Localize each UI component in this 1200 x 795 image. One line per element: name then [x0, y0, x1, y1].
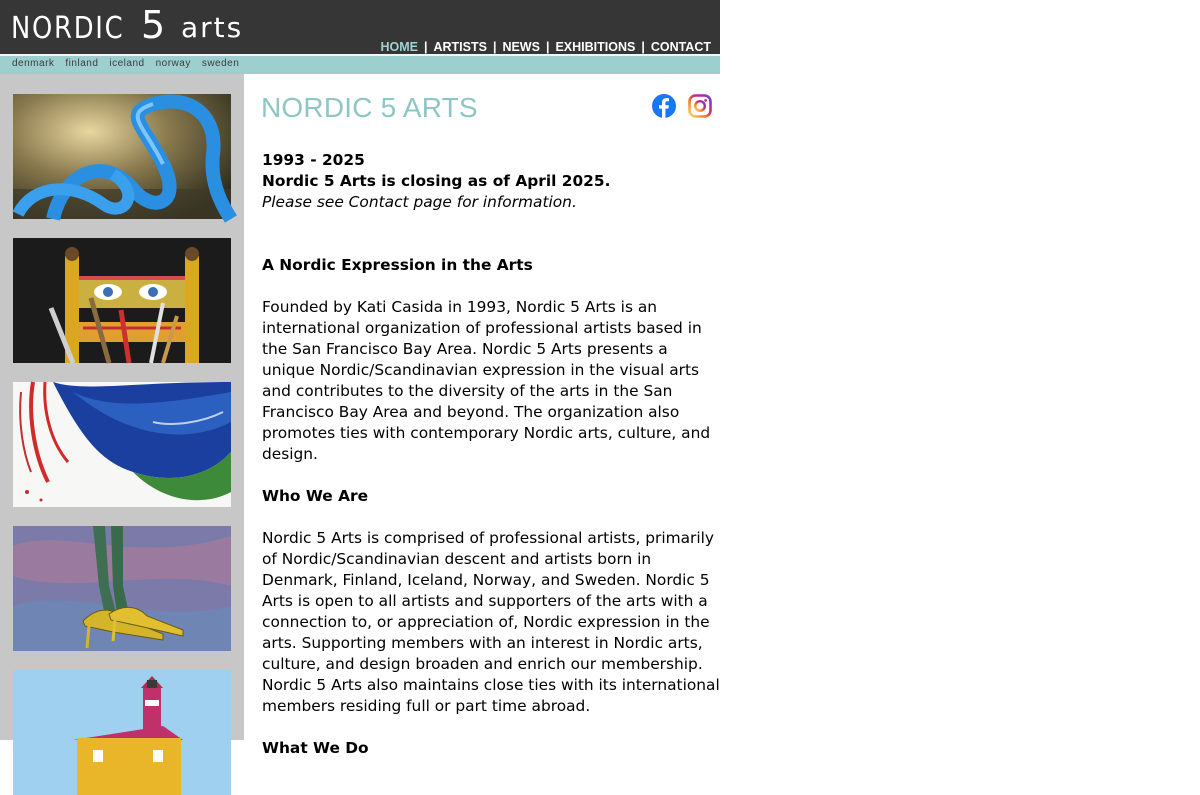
- nav-home[interactable]: HOME: [380, 40, 418, 54]
- nav-separator: |: [492, 40, 497, 54]
- nav-exhibitions[interactable]: EXHIBITIONS: [555, 40, 636, 54]
- notice-closing: Nordic 5 Arts is closing as of April 2025.: [262, 172, 611, 190]
- page-title: NORDIC 5 ARTS: [261, 92, 478, 123]
- site-logo[interactable]: [11, 3, 244, 47]
- artwork-thumb-blue-ribbon[interactable]: [13, 94, 231, 219]
- notice-info: Please see Contact page for information.: [262, 193, 577, 211]
- artwork-thumb-yellow-heels[interactable]: [13, 526, 231, 651]
- country-finland: finland: [65, 58, 99, 69]
- artwork-thumb-painted-chair[interactable]: [13, 238, 231, 363]
- country-sweden: sweden: [201, 58, 240, 69]
- blue-ribbon-image: [13, 94, 231, 219]
- section-body-nordic-expression: Founded by Kati Casida in 1993, Nordic 5 Arts is an international organization of professional artists based in the San Francisco Bay Area. Nordic 5 Arts presents a unique Nordic/Scandinavian expression in the visual arts and contributes to the diversity of the arts in the San Francisco Bay Area and beyond. The organization also promotes ties with contemporary Nordic arts, culture, and design.: [262, 298, 711, 463]
- section-body-who-we-are: Nordic 5 Arts is comprised of professional artists, primarily of Nordic/Scandinavian descent and artists born in Denmark, Finland, Iceland, Norway, and Sweden. Nordic 5 Arts is open to all artists and supporters of the arts with a connection to, or appreciation of, Nordic expression in the arts. Supporting members with an interest in Nordic arts, culture, and design broaden and enrich our membership. Nordic 5 Arts also maintains close ties with its international members residing full or part time abroad.: [262, 529, 720, 715]
- logo-number: 5: [141, 3, 166, 47]
- nav-separator: |: [545, 40, 550, 54]
- painted-chair-image: [13, 238, 231, 363]
- site-header: [0, 0, 720, 54]
- logo-suffix: arts: [181, 11, 244, 44]
- artwork-thumb-lighthouse[interactable]: [13, 670, 231, 795]
- country-denmark: denmark: [12, 58, 55, 69]
- nav-artists[interactable]: ARTISTS: [433, 40, 487, 54]
- country-strip: [0, 56, 720, 74]
- nav-separator: |: [423, 40, 428, 54]
- logo-word: NORDIC: [11, 11, 125, 46]
- section-heading-who-we-are: Who We Are: [262, 487, 369, 505]
- section-heading-nordic-expression: A Nordic Expression in the Arts: [262, 256, 533, 274]
- notice-years: 1993 - 2025: [262, 151, 365, 169]
- country-iceland: iceland: [109, 58, 145, 69]
- instagram-icon[interactable]: [688, 94, 712, 118]
- yellow-heels-image: [13, 526, 231, 651]
- country-norway: norway: [155, 58, 191, 69]
- nav-separator: |: [641, 40, 645, 54]
- main-nav: [380, 39, 711, 55]
- abstract-wave-image: [13, 382, 231, 507]
- nav-contact[interactable]: CONTACT: [650, 40, 711, 54]
- artwork-thumb-abstract-wave[interactable]: [13, 382, 231, 507]
- lighthouse-image: [13, 670, 231, 795]
- facebook-icon[interactable]: [652, 94, 676, 118]
- artwork-sidebar: [0, 74, 244, 740]
- main-content: [244, 74, 720, 757]
- article-body: [262, 150, 722, 759]
- country-list: [12, 58, 250, 69]
- section-heading-what-we-do: What We Do: [262, 739, 369, 757]
- nav-news[interactable]: NEWS: [502, 40, 540, 54]
